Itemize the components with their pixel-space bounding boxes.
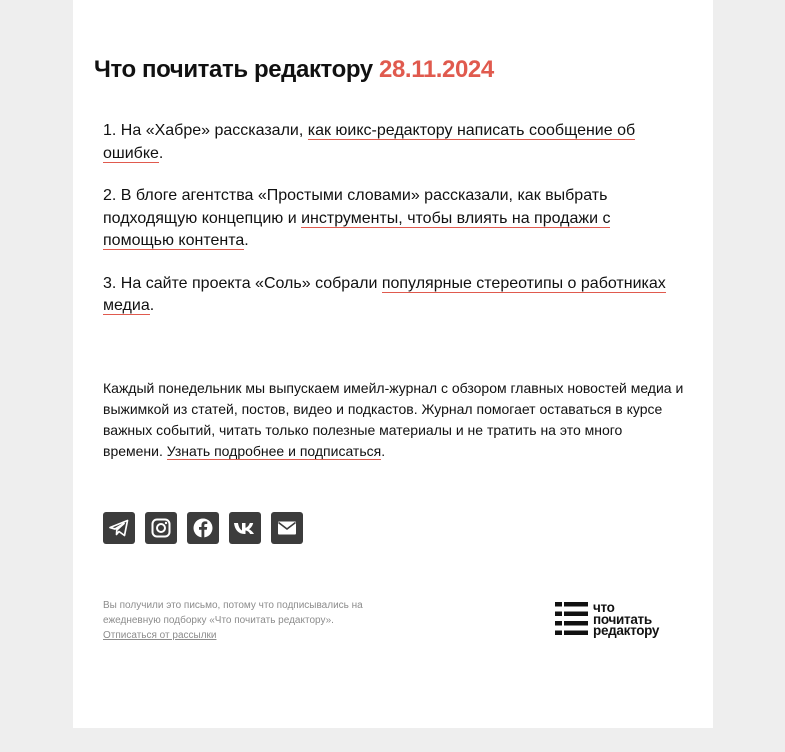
about-punct: . [381,443,386,459]
title-text: Что почитать редактору [94,56,373,83]
social-links [103,512,303,544]
list-item [103,120,683,165]
issue-date: 28.11.2024 [379,56,494,83]
logo-line: что [593,600,615,615]
item-punct: . [149,297,155,314]
facebook-icon[interactable] [187,512,219,544]
unsubscribe-link[interactable]: Отписаться от рассылки [103,630,217,641]
logo-mark-icon [555,602,588,636]
list-item [103,185,683,253]
newsletter-description [103,378,685,462]
subscribe-link[interactable]: Узнать подробнее и подписаться [166,443,382,459]
article-link[interactable]: инструменты, чтобы влиять на продажи с помощью контента [103,209,611,249]
item-punct: . [158,144,164,162]
vk-icon[interactable] [229,512,261,544]
page-title [94,56,494,84]
footer-text: Вы получили это письмо, потому что подписывались на ежедневную подборку «Что почитать редактору». [103,600,363,626]
logo-line: почитать [593,611,652,627]
logo-line: редактору [593,623,660,638]
article-link[interactable]: как юикс-редактору написать сообщение об ошибке [103,122,636,162]
footer-note [103,598,393,643]
article-list [103,120,683,338]
telegram-icon[interactable] [103,512,135,544]
item-text: 2. В блоге агентства «Простыми словами» рассказали, как выбрать подходящую концепцию и [103,187,608,227]
item-text: 3. На сайте проекта «Соль» собрали [103,274,382,292]
email-container [73,0,713,728]
item-punct: . [244,232,249,249]
logo-wordmark [593,602,659,637]
item-text: 1. На «Хабре» рассказали, [103,122,308,139]
about-text: Каждый понедельник мы выпускаем имейл-журнал с обзором главных новостей медиа и выжимкой из статей, постов, видео и подкастов. Журнал помогает оставаться в курсе важных событий, читать только полезные материалы и не тратить на это много времени. [103,380,684,459]
list-item [103,273,683,318]
instagram-icon[interactable] [145,512,177,544]
email-icon[interactable] [271,512,303,544]
brand-logo [555,602,659,637]
article-link[interactable]: популярные стереотипы о работниках медиа [103,274,666,314]
